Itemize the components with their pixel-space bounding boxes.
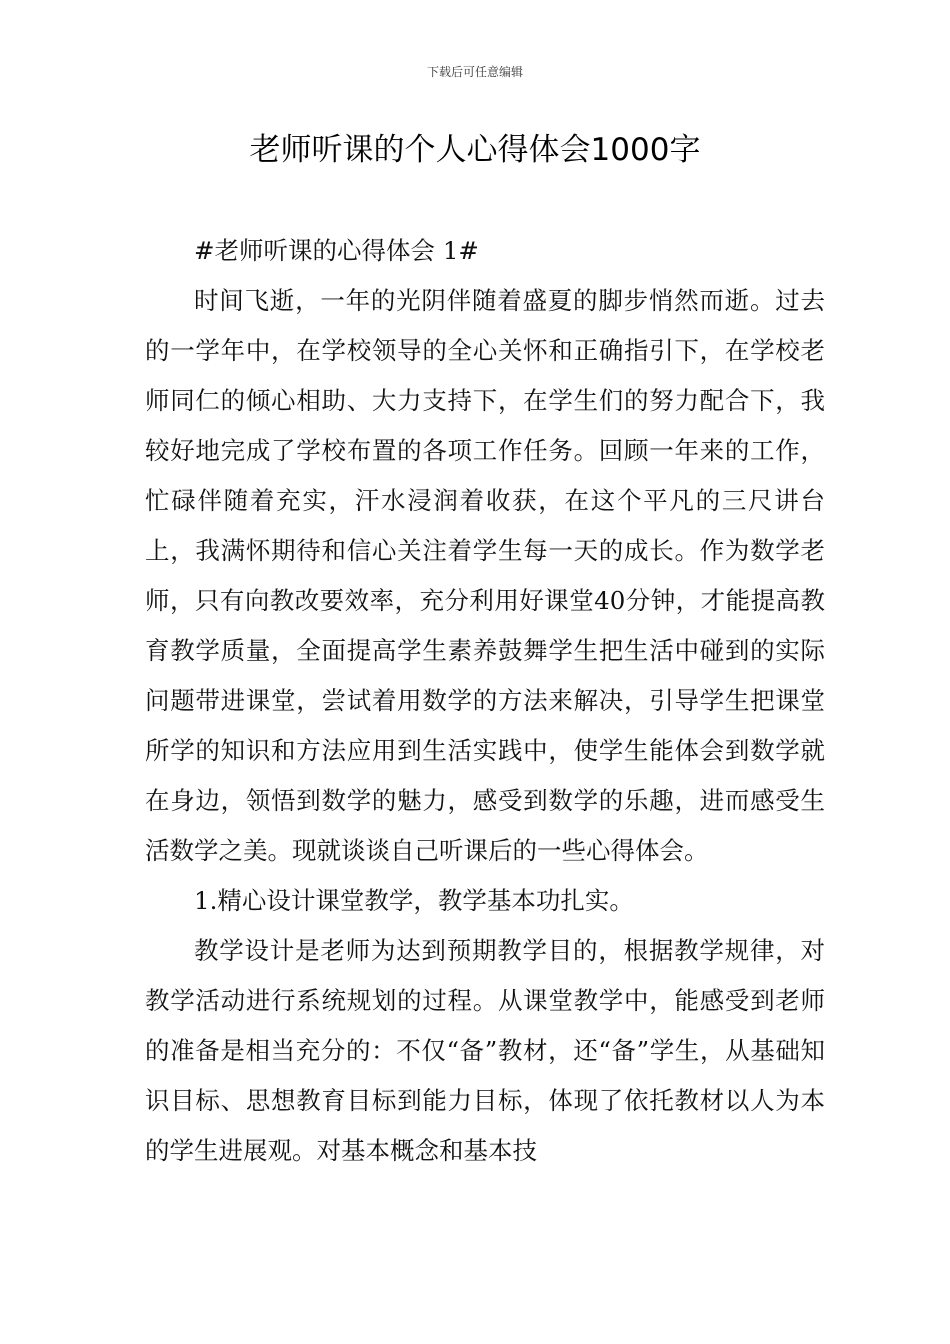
subheading: 1.精心设计课堂教学，教学基本功扎实。 — [194, 886, 634, 915]
section-heading: #老师听课的心得体会 1# — [194, 236, 479, 265]
header-note: 下载后可任意编辑 — [426, 65, 523, 79]
document-title: 老师听课的个人心得体会1000字 — [249, 132, 701, 168]
document-body — [145, 226, 825, 1176]
paragraph: 教学设计是老师为达到预期教学目的，根据教学规律，对教学活动进行系统规划的过程。从课堂教学中，能感受到老师的准备是相当充分的：不仅“备”教材，还“备”学生，从基础知识目标、思想教育目标到能力目标，体现了依托教材以人为本的学生进展观。对基本概念和基本技 — [145, 936, 825, 1165]
paragraph: 时间飞逝，一年的光阴伴随着盛夏的脚步悄然而逝。过去的一学年中，在学校领导的全心关怀和正确指引下，在学校老师同仁的倾心相助、大力支持下，在学生们的努力配合下，我较好地完成了学校布置的各项工作任务。回顾一年来的工作，忙碌伴随着充实，汗水浸润着收获，在这个平凡的三尺讲台上，我满怀期待和信心关注着学生每一天的成长。作为数学老师，只有向教改要效率，充分利用好课堂40分钟，才能提高教育教学质量，全面提高学生素养鼓舞学生把生活中碰到的实际问题带进课堂，尝试着用数学的方法来解决，引导学生把课堂所学的知识和方法应用到生活实践中，使学生能体会到数学就在身边，领悟到数学的魅力，感受到数学的乐趣，进而感受生活数学之美。现就谈谈自己听课后的一些心得体会。 — [145, 286, 825, 865]
